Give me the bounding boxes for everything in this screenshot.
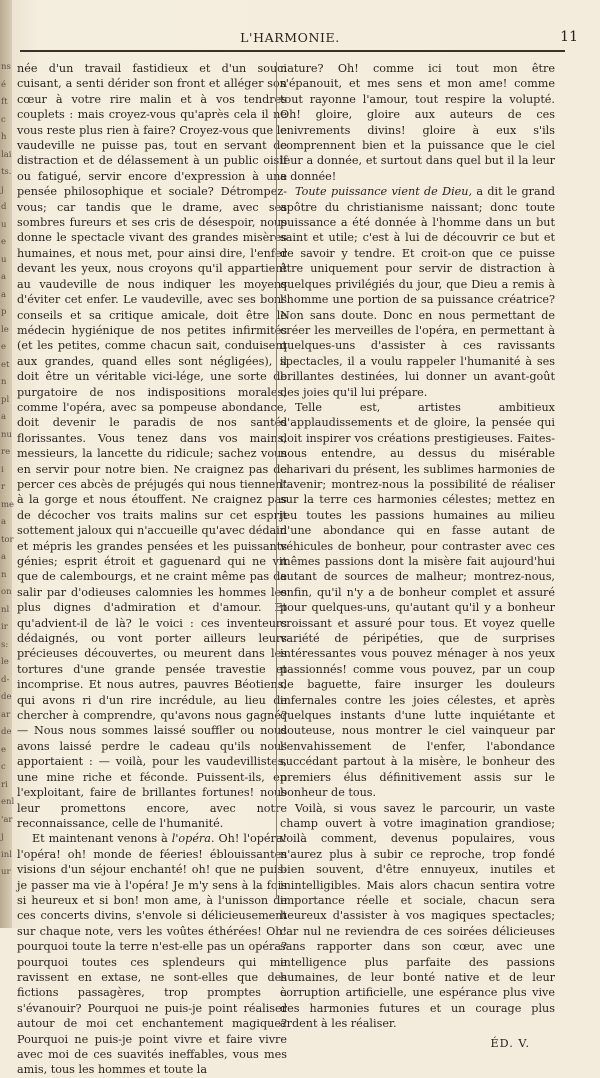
binding-gutter: [0, 0, 15, 928]
gutter-fragment: et: [1, 359, 10, 370]
running-title: L'HARMONIE.: [240, 30, 340, 45]
gutter-fragment: ir: [1, 622, 8, 632]
gutter-fragment: tor: [1, 534, 14, 545]
gutter-fragment: a: [1, 289, 7, 300]
gutter-fragment: e: [1, 342, 7, 352]
right-column: [280, 61, 555, 1051]
gutter-fragment: j: [1, 184, 4, 195]
gutter-fragment: d: [1, 202, 7, 212]
paragraph-text: Et maintenant venons à: [32, 832, 172, 846]
gutter-fragment: ur: [1, 867, 11, 877]
left-column: [17, 61, 287, 1078]
gutter-fragment: j: [1, 832, 4, 842]
gutter-fragment: ri: [1, 779, 8, 790]
gutter-fragment: le: [1, 324, 9, 335]
author-signature: ÉD. V.: [490, 1036, 530, 1050]
header-rule: [20, 50, 565, 52]
paragraph-text: a dit le grand apôtre du christianisme naissant; donc toute puissance a été donnée à l'homme dans un but saint et utile; c'est à lui de découvrir ce but et de savoir y tendre. Et croit-on que ce puisse être uniquement pour servir de distraction à quelques privilégiés du jour, que Dieu a remis à l'homme une portion de sa puissance créatrice? Non sans doute. Donc en nous permettant de créer les merveilles de l'opéra, en permettant à quelques-uns d'assister à ces ravissants spectacles, il a voulu rappeler l'humanité à ses brillantes destinées, lui donner un avant-goût des joies qu'il lui prépare.: [280, 185, 555, 399]
gutter-fragment: a: [1, 272, 7, 282]
gutter-fragment: p: [1, 307, 7, 317]
quotation: Toute puissance vient de Dieu,: [295, 185, 473, 199]
gutter-fragment: nu: [1, 429, 12, 440]
gutter-fragment: u: [1, 254, 7, 265]
gutter-fragment: enl: [1, 797, 15, 807]
gutter-fragment: a: [1, 517, 7, 527]
gutter-fragment: on: [1, 587, 12, 597]
gutter-fragment: h: [1, 132, 7, 142]
gutter-fragment: ar: [1, 709, 11, 720]
gutter-fragment: a: [1, 412, 7, 422]
gutter-fragment: i: [1, 464, 4, 475]
page-number: 11: [560, 29, 578, 45]
emphasis: l'opéra: [171, 832, 211, 846]
gutter-fragment: a: [1, 552, 7, 562]
paragraph: [280, 184, 555, 400]
gutter-fragment: e: [1, 744, 7, 755]
gutter-fragment: ft: [1, 97, 8, 107]
gutter-fragment: d-: [1, 674, 10, 685]
gutter-fragment: e: [1, 237, 7, 247]
gutter-fragment: n: [1, 569, 7, 580]
gutter-fragment: pl: [1, 394, 10, 405]
gutter-fragment: de: [1, 692, 12, 702]
gutter-fragment: é: [1, 79, 7, 90]
gutter-fragment: nl: [1, 604, 10, 615]
gutter-fragment: 'ar: [1, 814, 13, 825]
paragraph: Telle est, artistes ambitieux d'applaudissements et de gloire, la pensée qui doit inspirer vos créations prestigieuses. Faites-nous entendre, au dessus du misérable charivari du présent, les sublimes harmonies de l'avenir; montrez-nous la possibilité de réaliser sur la terre ces harmonies célestes; mettez en jeu toutes les passions humaines au milieu d'une abondance qui en fasse autant de véhicules de bonheur, pour contraster avec ces mêmes passions dont la misère fait aujourd'hui autant de sources de malheur; montrez-nous, enfin, qu'il n'y a de bonheur complet et assuré pour quelques-uns, qu'autant qu'il y a bonheur croissant et assuré pour tous. Et voyez quelle variété de péripéties, que de surprises intéressantes vous pouvez ménager à nos yeux passionnés! comme vous pouvez, par un coup de baguette, faire insurger les douleurs infernales contre les joies célestes, et après quelques instants d'une lutte inquiétante et douteuse, nous montrer le ciel vainqueur par l'envahissement de l'enfer, l'abondance succédant partout à la misère, le bonheur des premiers élus définitivement assis sur le bonheur de tous.: [280, 400, 555, 800]
paragraph-text: . Oh! l'opéra! l'opéra! oh! monde de féeries! éblouissantes visions d'un séjour enchanté! oh! que ne puis-je passer ma vie à l'opéra! Je m'y sens à la fois si heureux et si bon! mon ame, à l'unisson de ces concerts divins, s'envole si délicieusement sur chaque note, vers les voûtes éthérées! Oh! pourquoi toute la terre n'est-elle pas un opéra? pourquoi toutes ces splendeurs qui me ravissent en extase, ne sont-elles que des fictions passagères, trop promptes à s'évanouir? Pourquoi ne puis-je point réaliser autour de moi cet enchantement magique? Pourquoi ne puis-je point vivre et faire vivre avec moi de ces suavités ineffables, vous mes amis, tous les hommes et toute la: [17, 832, 288, 1077]
gutter-fragment: le: [1, 657, 9, 667]
gutter-fragment: me: [1, 499, 15, 510]
gutter-fragment: inl: [1, 849, 12, 860]
gutter-fragment: c: [1, 762, 6, 772]
gutter-fragment: re: [1, 447, 11, 457]
paragraph: née d'un travail fastidieux et d'un souci cuisant, a senti dérider son front et alléger son cœur à votre rire malin et à vos tendres couplets : mais croyez-vous qu'après cela il ne vous reste plus rien à faire? Croyez-vous que le vaudeville ne puisse pas, tout en servant de distraction et de délassement à un public oisif ou fatigué, servir encore d'expression à une pensée philosophique et sociale? Détrompez-vous; car tandis que le drame, avec ses sombres fureurs et ses cris de désespoir, nous donne le spectacle vivant des grandes misères humaines, et nous met, pour ainsi dire, l'enfer devant les yeux, nous croyons qu'il appartient au vaudeville de nous indiquer les moyens d'éviter cet enfer. Le vaudeville, avec ses bons conseils et sa critique amicale, doit être le médecin hygiénique de nos petites infirmités (et les petites, comme chacun sait, conduisent aux grandes, quand elles sont négligées), il doit être un véritable vici-lége, une sorte de purgatoire de nos indispositions morales; comme l'opéra, avec sa pompeuse abondance, doit devenir le paradis de nos santés florissantes. Vous tenez dans vos mains, messieurs, la lancette du ridicule; sachez vous en servir pour notre bien. Ne craignez pas de percer ces abcès de préjugés qui nous tiennent à la gorge et nous étouffent. Ne craignez pas de décocher vos traits malins sur cet esprit sottement jaloux qui n'accueille qu'avec dédain et mépris les grandes pensées et les puissants génies; esprit étroit et gaguenard qui ne vit que de calembourgs, et ne craint même pas de salir par d'odieuses calomnies les hommes les plus dignes d'admiration et d'amour. Et qu'advient-il de là? le voici : ces inventeurs dédaignés, ou vont porter ailleurs leurs précieuses découvertes, ou meurent dans les tortures d'une grande pensée travestie et incomprise. Et nous autres, pauvres Béotiens, qui avons ri d'un rire incrédule, au lieu de chercher à comprendre, qu'avons nous gagné? — Nous nous sommes laissé souffler ou nous avons laissé perdre le cadeau qu'ils nous apportaient : — voilà, pour les vaudevillistes, une mine riche et féconde. Puissent-ils, en l'exploitant, faire de brillantes fortunes! nous leur promettons encore, avec notre reconnaissance, celle de l'humanité.: [17, 62, 287, 830]
gutter-fragment: lai: [1, 149, 12, 160]
gutter-fragment: n: [1, 377, 7, 387]
gutter-fragment: de: [1, 727, 12, 737]
gutter-fragment: ts.: [1, 167, 12, 177]
paragraph: Voilà, si vous savez le parcourir, un vaste champ ouvert à votre imagination grandiose; voilà comment, devenus populaires, vous n'aurez plus à subir ce reproche, trop fondé bien souvent, d'être ennuyeux, inutiles et inintelligibles. Mais alors chacun sentira votre importance réelle et sociale, chacun sera heureux d'assister à vos magiques spectacles; car nul ne reviendra de ces soirées délicieuses sans rapporter dans son cœur, avec une intelligence plus parfaite des passions humaines, de leur bonté native et de leur corruption artificielle, une espérance plus vive des harmonies futures et un courage plus ardent à les réaliser.: [280, 801, 555, 1031]
paragraph: nature? Oh! comme ici tout mon être s'épanouit, et mes sens et mon ame! comme tout rayonne l'amour, tout respire la volupté. Oh! gloire, gloire aux auteurs de ces enivrements divins! gloire à eux s'ils comprennent bien et la puissance que le ciel leur a donnée, et surtout dans quel but il la leur a donnée!: [280, 62, 555, 183]
paragraph: [17, 831, 287, 1078]
gutter-fragment: s:: [1, 639, 9, 650]
gutter-fragment: ns: [1, 62, 11, 72]
gutter-fragment: r: [1, 482, 6, 492]
gutter-fragment: c: [1, 114, 6, 125]
page-header: [20, 29, 578, 50]
column-divider: [276, 62, 277, 898]
gutter-fragment: u: [1, 219, 7, 230]
